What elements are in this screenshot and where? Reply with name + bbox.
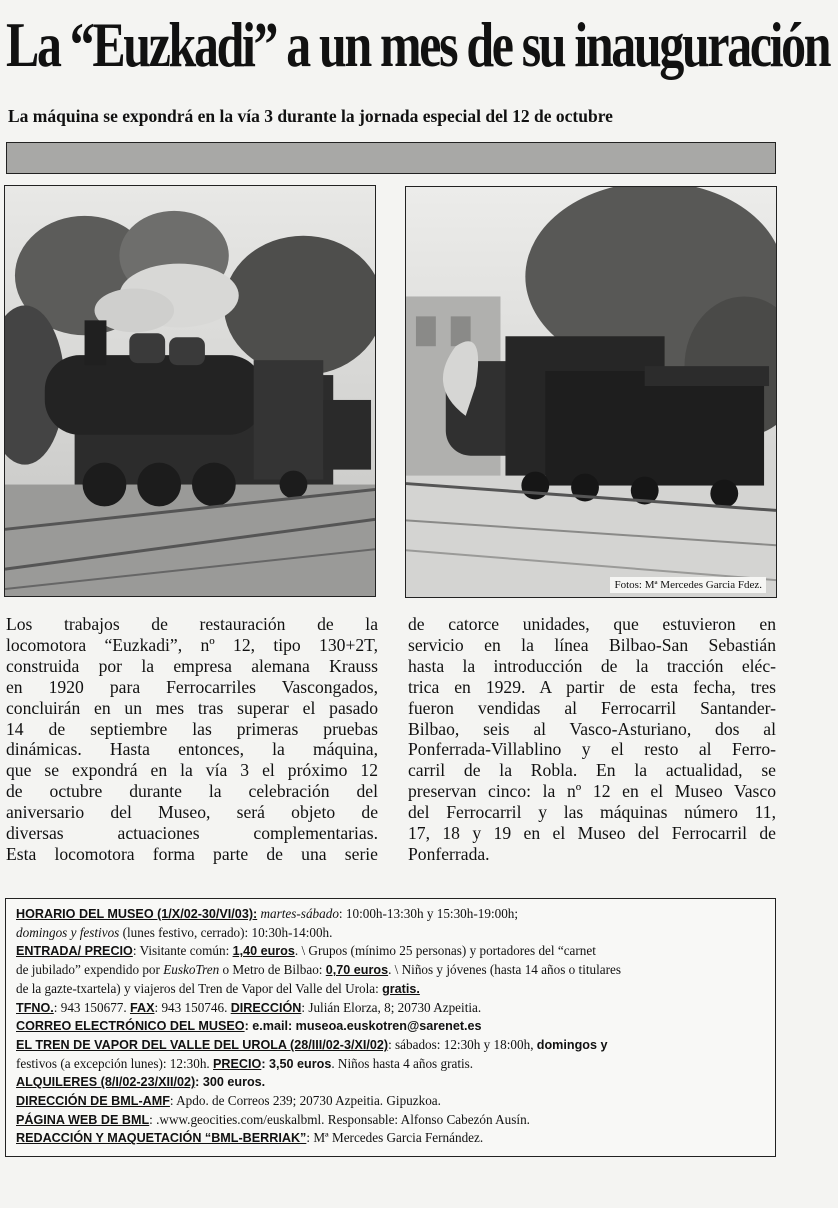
alquileres-value: : 300 euros.	[195, 1075, 266, 1090]
entrada-text: . \ Niños y jóvenes (hasta 14 años o titulares	[388, 962, 622, 978]
body-line: 17, 18 y 19 en el Museo del Ferrocarril de	[408, 823, 776, 844]
bml-direccion-value: : Apdo. de Correos 239; 20730 Azpeitia. Gipuzkoa.	[169, 1093, 441, 1109]
entrada-text: o Metro de Bilbao:	[222, 962, 323, 978]
subheadline: La máquina se expondrá en la vía 3 durante la jornada especial del 12 de octubre	[8, 106, 613, 126]
body-line: trica en 1929. A partir de esta fecha, tres	[408, 676, 776, 697]
body-line: aniversario del Museo, será objeto de	[6, 802, 378, 823]
horario-hours: : 10:00h-13:30h y 15:30h-19:00h;	[338, 906, 519, 921]
entrada-price-common: 1,40 euros	[232, 944, 295, 959]
tren-label: EL TREN DE VAPOR DEL VALLE DEL UROLA (28/III/02-3/XI/02)	[16, 1037, 389, 1052]
body-line: de catorce unidades, que estuvieron en	[408, 614, 776, 634]
horario-days: martes-sábado	[260, 906, 339, 921]
info-row-entrada-3	[16, 980, 765, 999]
tren-precio-value: : 3,50 euros	[261, 1056, 332, 1071]
body-line: construida por la empresa alemana Krauss	[6, 655, 378, 676]
festivos-days: domingos y festivos	[16, 924, 120, 940]
redaccion-label: REDACCIÓN Y MAQUETACIÓN “BML-BERRIAK”	[16, 1131, 307, 1146]
festivos-hours: (lunes festivo, cerrado): 10:30h-14:00h.	[122, 924, 333, 940]
body-line: Los trabajos de restauración de la	[6, 614, 378, 634]
body-line: del Ferrocarril y las máquinas número 11,	[408, 802, 776, 823]
body-line: de octubre durante la celebración del	[6, 781, 378, 802]
article-body-left-column	[6, 614, 378, 865]
info-row-horario	[16, 905, 765, 924]
body-line: fueron vendidas al Ferrocarril Santander-	[408, 697, 776, 718]
body-line: Esta locomotora forma parte de una serie	[6, 843, 378, 864]
gray-banner-bar	[6, 142, 776, 174]
body-line: Bilbao, seis al Vasco-Asturiano, dos al	[408, 718, 776, 739]
body-line: hasta la introducción de la tracción eléc-	[408, 655, 776, 676]
web-label: PÁGINA WEB DE BML	[16, 1112, 150, 1127]
locomotive-photo-left	[4, 185, 376, 597]
museum-info-box	[5, 898, 776, 1157]
tren-text: festivos (a excepción lunes): 12:30h.	[16, 1055, 210, 1071]
article-body-right-column	[408, 614, 776, 865]
body-line: 14 de septiembre las primeras pruebas	[6, 718, 378, 739]
entrada-text: de jubilado” expendido por	[16, 962, 160, 978]
body-line: Ponferrada-Villablino y el resto al Ferro-	[408, 739, 776, 760]
info-row-contact	[16, 999, 765, 1018]
body-line: carril de la Robla. En la actualidad, se	[408, 760, 776, 781]
bml-direccion-label: DIRECCIÓN DE BML-AMF	[16, 1094, 170, 1109]
entrada-label: ENTRADA/ PRECIO	[16, 944, 133, 959]
body-line: en 1920 para Ferrocarriles Vascongados,	[6, 676, 378, 697]
info-row-email	[16, 1017, 765, 1036]
body-line: servicio en la línea Bilbao-San Sebastián	[408, 634, 776, 655]
info-row-entrada	[16, 942, 765, 961]
tren-text: : sábados: 12:30h y 18:00h,	[388, 1036, 534, 1052]
entrada-gratis: gratis.	[382, 981, 420, 996]
fax-label: FAX	[129, 1000, 155, 1015]
tren-precio-label: PRECIO	[213, 1056, 262, 1071]
tren-domingos: domingos y	[536, 1037, 608, 1052]
locomotive-photo-right	[405, 186, 777, 598]
body-line: dinámicas. Hasta entonces, la máquina,	[6, 739, 378, 760]
info-row-tren-2	[16, 1055, 765, 1074]
euskotren-name: EuskoTren	[163, 962, 220, 978]
info-row-entrada-2	[16, 961, 765, 980]
entrada-price-reduced: 0,70 euros	[325, 963, 389, 978]
web-value: : .www.geocities.com/euskalbml. Responsable: Alfonso Cabezón Ausín.	[149, 1111, 530, 1127]
info-row-bml-direccion	[16, 1092, 765, 1111]
entrada-text: de la gazte-txartela) y viajeros del Tren de Vapor del Valle del Urola:	[16, 980, 379, 996]
entrada-text: . \ Grupos (mínimo 25 personas) y portadores del “carnet	[294, 943, 596, 959]
alquileres-label: ALQUILERES (8/I/02-23/XII/02)	[16, 1075, 196, 1090]
body-line: diversas actuaciones complementarias.	[6, 823, 378, 844]
steam-locomotive-side-image	[5, 186, 375, 596]
info-row-tren	[16, 1036, 765, 1055]
info-row-alquileres	[16, 1073, 765, 1092]
entrada-text: : Visitante común:	[132, 943, 230, 959]
body-line: concluirán en un mes tras superar el pasado	[6, 697, 378, 718]
body-line: que se expondrá en la vía 3 el próximo 12	[6, 760, 378, 781]
direccion-value: : Julián Elorza, 8; 20730 Azpeitia.	[301, 999, 482, 1015]
info-row-redaccion	[16, 1129, 765, 1148]
email-label: CORREO ELECTRÓNICO DEL MUSEO	[16, 1019, 245, 1034]
redaccion-value: : Mª Mercedes Garcia Fernández.	[306, 1130, 484, 1146]
tfno-label: TFNO.	[16, 1000, 54, 1015]
tfno-value: : 943 150677.	[53, 999, 127, 1015]
steam-locomotive-rear-image	[406, 187, 776, 597]
tren-text: . Niños hasta 4 años gratis.	[331, 1055, 474, 1071]
horario-label: HORARIO DEL MUSEO (1/X/02-30/VI/03):	[16, 907, 258, 921]
direccion-label: DIRECCIÓN	[230, 1000, 302, 1015]
info-row-festivos	[16, 924, 765, 943]
headline: La “Euzkadi” a un mes de su inauguración	[6, 9, 830, 80]
body-line: preservan cinco: la nº 12 en el Museo Vasco	[408, 781, 776, 802]
body-line: Ponferrada.	[408, 843, 490, 864]
email-value: : e.mail: museoa.euskotren@sarenet.es	[244, 1019, 482, 1034]
fax-value: : 943 150746.	[154, 999, 228, 1015]
info-row-web	[16, 1111, 765, 1130]
photo-credit: Fotos: Mª Mercedes Garcia Fdez.	[610, 577, 766, 593]
body-line: locomotora “Euzkadi”, nº 12, tipo 130+2T,	[6, 634, 378, 655]
